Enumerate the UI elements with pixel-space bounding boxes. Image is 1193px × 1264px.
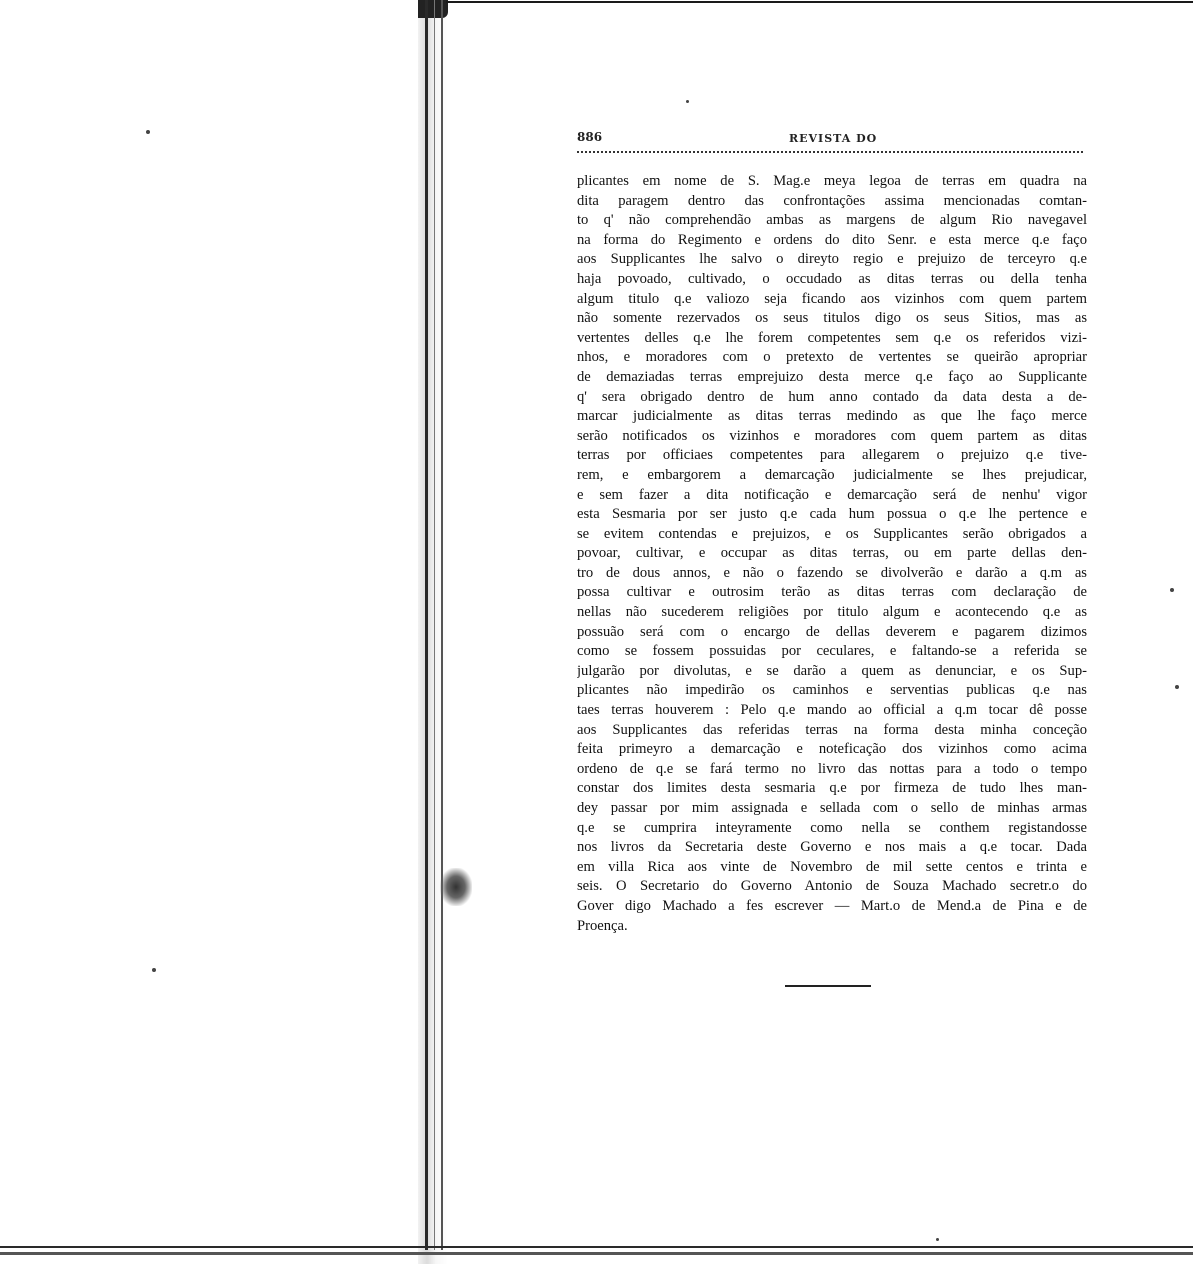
header-rule — [577, 151, 1083, 153]
page-number: 886 — [577, 130, 603, 144]
page-bottom-edge — [0, 1252, 1193, 1255]
scan-speck — [936, 1238, 939, 1241]
text-line: aos Supplicantes das referidas terras na forma desta minha conceção — [577, 721, 1087, 738]
text-line: Proença. — [577, 917, 628, 934]
spine-edge-line — [425, 0, 428, 1250]
book-spine-gutter — [418, 0, 448, 1264]
text-line: dita paragem dentro das confrontações assima mencionadas comtan- — [577, 192, 1087, 209]
body-text — [577, 172, 1087, 936]
text-line: povoar, cultivar, e occupar as ditas terras, ou em parte dellas den- — [577, 545, 1087, 562]
text-line: na forma do Regimento e ordens do dito Senr. e esta merce q.e faço — [577, 231, 1087, 248]
text-line: esta Sesmaria por ser justo q.e cada hum possua o q.e lhe pertence e — [577, 506, 1087, 523]
text-line: e sem fazer a dita notificação e demarcação será de nenhu' vigor — [577, 486, 1087, 503]
spine-top-shadow — [418, 0, 448, 18]
text-line: feita primeyro a demarcação e noteficação dos vizinhos como acima — [577, 741, 1087, 758]
scan-speck — [686, 100, 689, 103]
text-line: seis. O Secretario do Governo Antonio de Souza Machado secretr.o do — [577, 878, 1087, 895]
text-line: q.e se cumprira inteyramente como nella se conthem registandosse — [577, 819, 1087, 836]
text-line: plicantes em nome de S. Mag.e meya legoa de terras em quadra na — [577, 173, 1087, 189]
spine-edge-line — [434, 0, 435, 1250]
scan-speck — [152, 968, 156, 972]
text-line: constar dos limites desta sesmaria q.e por firmeza de tudo lhes man- — [577, 780, 1087, 797]
scan-speck — [1170, 588, 1174, 592]
text-line: nellas não sucederem religiões por titulo algum e acontecendo q.e as — [577, 604, 1087, 621]
text-line: plicantes não impedirão os caminhos e serventias publicas q.e nas — [577, 682, 1087, 699]
text-line: q' sera obrigado dentro de hum anno contado da data desta a de- — [577, 388, 1087, 405]
text-line: rem, e embargorem a demarcação judicialmente se lhes prejudicar, — [577, 466, 1087, 483]
text-line: possuão será com o encargo de dellas deverem e pagarem dizimos — [577, 623, 1087, 640]
text-line: como se fossem possuidas por ceculares, e faltando-se a referida se — [577, 643, 1087, 660]
text-line: ordeno de q.e se fará termo no livro das nottas para a todo o tempo — [577, 760, 1087, 777]
text-line: julgarão por divolutas, e se darão a quem as denunciar, e os Sup- — [577, 662, 1087, 679]
text-line: nhos, e moradores com o pretexto de vertentes se queirão apropriar — [577, 349, 1087, 366]
text-line: haja povoado, cultivado, o occudado as ditas terras ou della tenha — [577, 270, 1087, 287]
spine-edge-line — [441, 0, 443, 1250]
text-line: dey passar por mim assignada e sellada com o sello de minhas armas — [577, 800, 1087, 816]
text-line: marcar judicialmente as ditas terras medindo as que lhe faço merce — [577, 408, 1087, 425]
page-top-edge — [446, 1, 1193, 3]
text-line: Gover digo Machado a fes escrever — Mart.o de Mend.a de Pina e de — [577, 897, 1087, 914]
text-line: to q' não comprehendão ambas as margens de algum Rio navegavel — [577, 212, 1087, 229]
text-line: não somente rezervados os seus titulos digo os seus Sitios, mas as — [577, 310, 1087, 327]
text-line: vertentes delles q.e lhe forem competentes sem q.e os referidos vizi- — [577, 329, 1087, 346]
page-header — [577, 130, 1085, 152]
text-line: tro de dous annos, e não o fazendo se divolverão e darão a q.m as — [577, 564, 1087, 581]
text-line: aos Supplicantes lhe salvo o direyto regio e prejuizo de terceyro q.e — [577, 251, 1087, 268]
text-line: serão notificados os vizinhos e moradores com quem partem as ditas — [577, 427, 1087, 444]
text-line: terras por officiaes competentes para allegarem o prejuizo q.e tive- — [577, 447, 1087, 464]
end-rule — [785, 985, 871, 987]
running-head: REVISTA DO — [789, 132, 878, 145]
text-line: possa cultivar e outrosim terão as ditas terras com declaração de — [577, 584, 1087, 601]
text-line: em villa Rica aos vinte de Novembro de mil sette centos e trinta e — [577, 858, 1087, 875]
page-bottom-edge — [0, 1246, 1193, 1248]
text-line: de demaziadas terras emprejuizo desta merce q.e faço ao Supplicante — [577, 368, 1087, 385]
scan-speck — [146, 130, 150, 134]
text-line: taes terras houverem : Pelo q.e mando ao official a q.m tocar dê posse — [577, 702, 1087, 719]
text-line: nos livros da Secretaria deste Governo e nos mais a q.e tocar. Dada — [577, 839, 1087, 856]
scan-speck — [1175, 685, 1179, 689]
scan-smudge — [440, 868, 472, 906]
text-line: algum titulo q.e valiozo seja ficando aos vizinhos com quem partem — [577, 290, 1087, 307]
text-line: se evitem contendas e prejuizos, e os Supplicantes serão obrigados a — [577, 525, 1087, 542]
